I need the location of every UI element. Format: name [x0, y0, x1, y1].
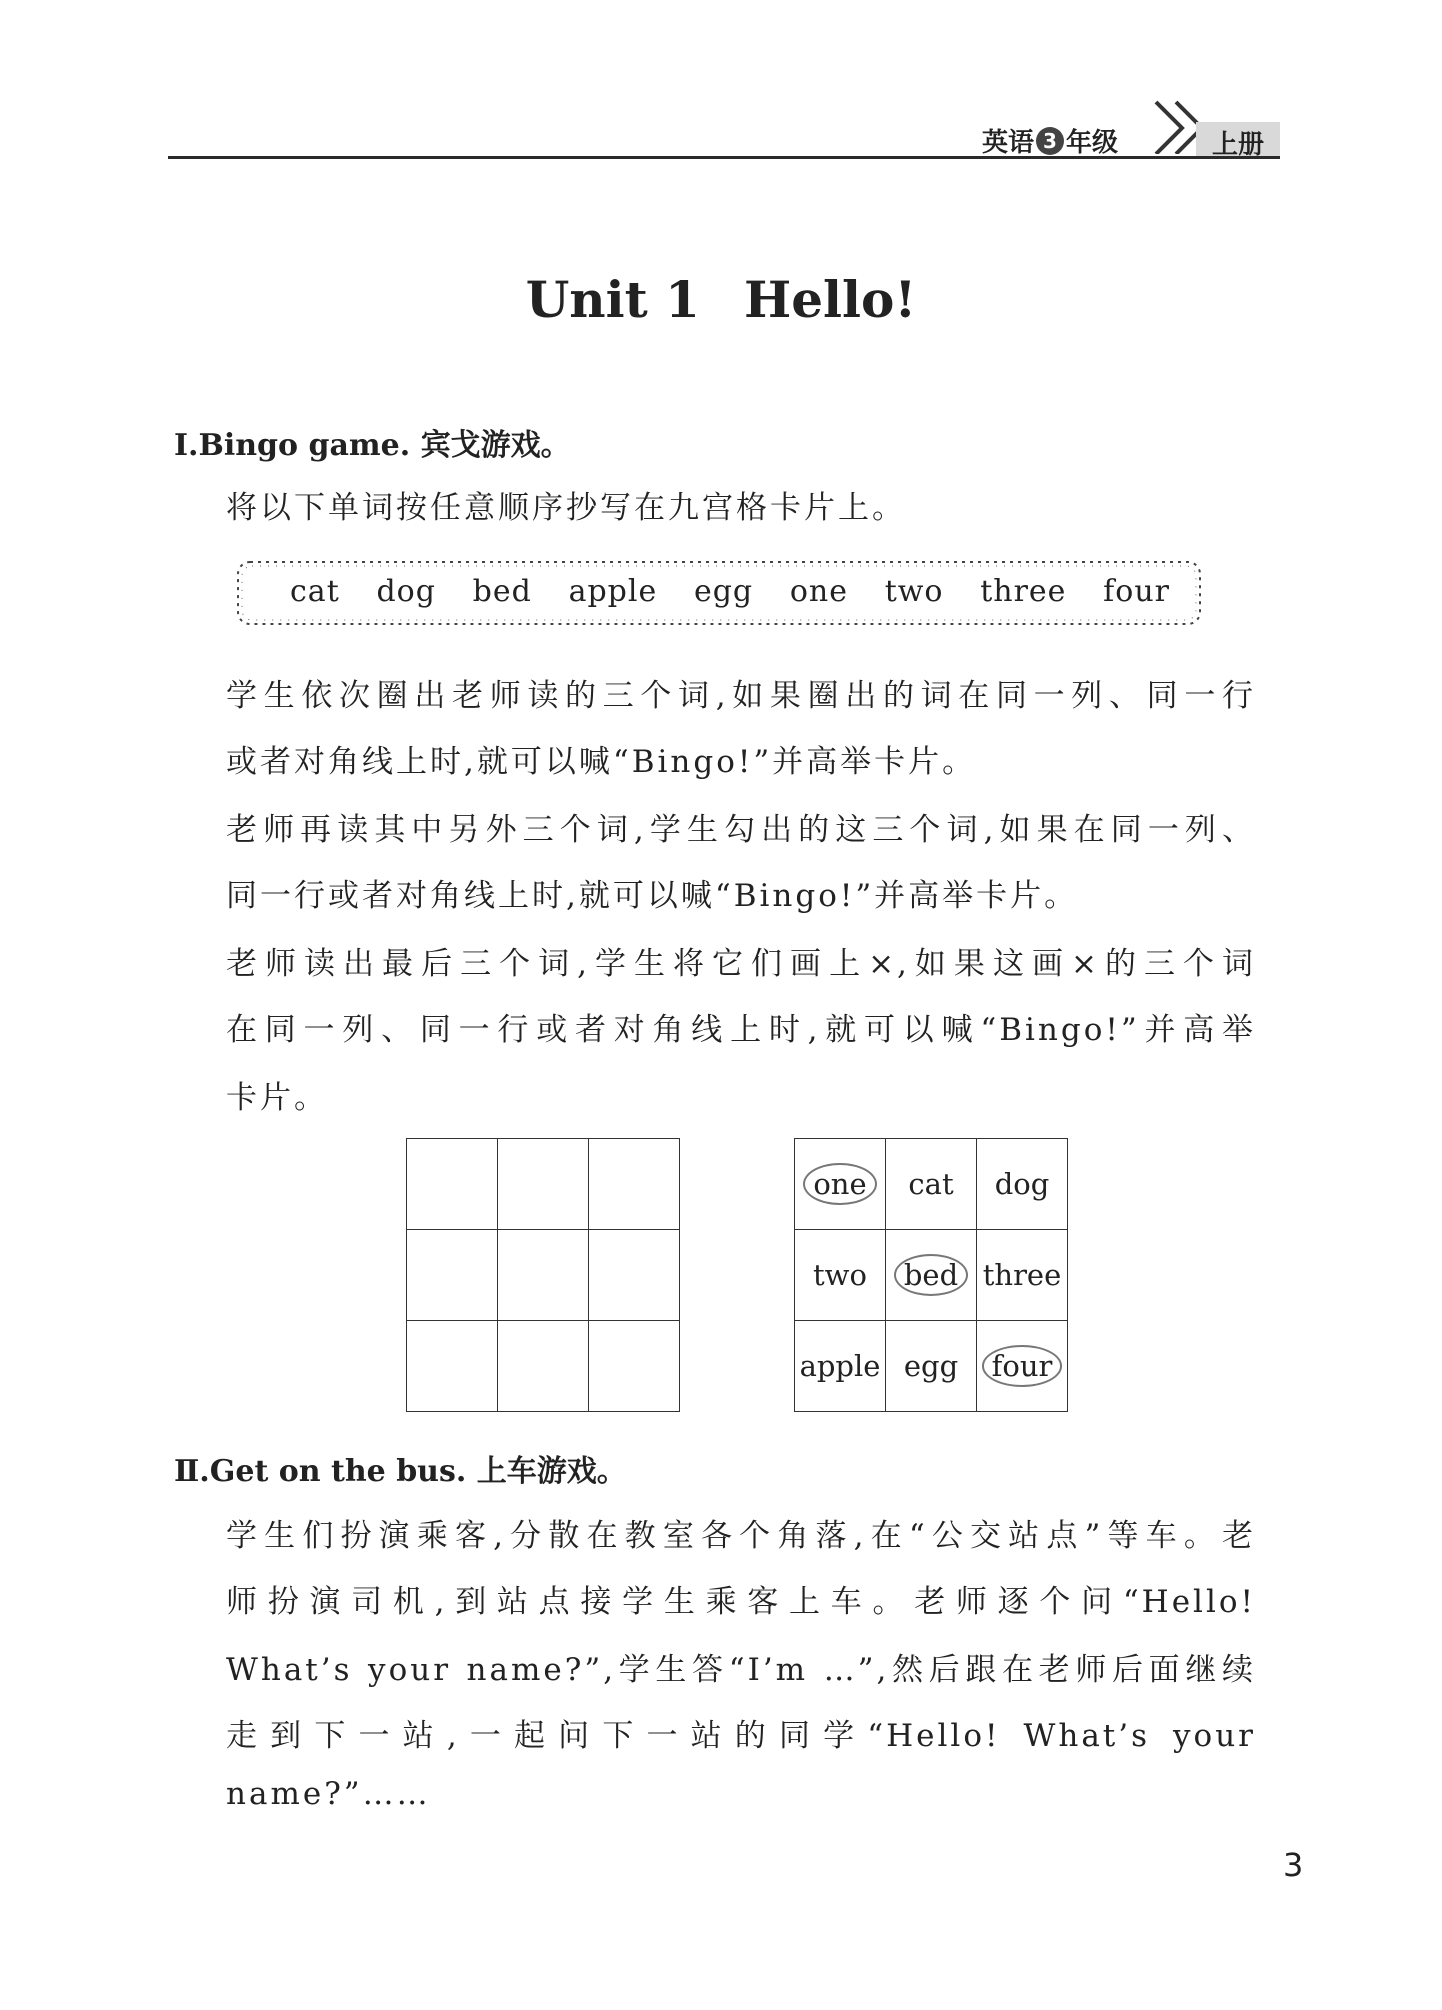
word-bank-item: one: [789, 574, 848, 609]
grade-number-badge: 3: [1036, 127, 1064, 155]
grid-cell: [498, 1139, 589, 1230]
section1-title: Bingo game. 宾戈游戏。: [198, 428, 571, 463]
unit-label: Unit 1: [525, 270, 700, 329]
circled-word: bed: [894, 1254, 968, 1296]
rule-paragraph-line: 老师再读其中另外三个词,学生勾出的这三个词,如果在同一列、: [226, 812, 1256, 848]
grid-cell: [498, 1321, 589, 1412]
grid-cell: [407, 1139, 498, 1230]
circled-word: one: [803, 1163, 876, 1205]
grid-cell: cat: [886, 1139, 977, 1230]
game-paragraph-line: 走到下一站,一起问下一站的同学“Hello! What’s your: [226, 1718, 1256, 1754]
example-bingo-grid: [794, 1138, 1068, 1412]
unit-name: Hello!: [743, 270, 917, 329]
game-paragraph-line: name?”……: [226, 1776, 431, 1812]
word-bank-item: cat: [290, 574, 340, 609]
rule-paragraph-line: 或者对角线上时,就可以喊“Bingo!”并高举卡片。: [226, 744, 977, 780]
grid-cell: apple: [795, 1321, 886, 1412]
grid-cell: [407, 1321, 498, 1412]
rule-paragraph-line: 同一行或者对角线上时,就可以喊“Bingo!”并高举卡片。: [226, 878, 1079, 914]
grid-cell: [407, 1230, 498, 1321]
page-number: 3: [1283, 1846, 1304, 1884]
circled-word: four: [982, 1345, 1063, 1387]
game-paragraph-line: 师扮演司机,到站点接学生乘客上车。老师逐个问“Hello!: [226, 1584, 1256, 1620]
page-title: [0, 270, 1442, 329]
word-bank-item: egg: [693, 574, 754, 609]
grid-cell: [977, 1321, 1068, 1412]
grid-cell: [589, 1321, 680, 1412]
word-bank-item: four: [1103, 574, 1170, 609]
word-bank-item: three: [980, 574, 1067, 609]
section1-instruction: 将以下单词按任意顺序抄写在九宫格卡片上。: [226, 490, 906, 526]
grid-cell: three: [977, 1230, 1068, 1321]
rule-paragraph-line: 老师读出最后三个词,学生将它们画上×,如果这画×的三个词: [226, 946, 1256, 982]
section2-title: Get on the bus. 上车游戏。: [209, 1454, 627, 1489]
rule-paragraph-line: 卡片。: [226, 1080, 328, 1116]
word-bank-item: apple: [568, 574, 658, 609]
section1-heading: [174, 420, 571, 464]
game-paragraph-line: What’s your name?”,学生答“I’m …”,然后跟在老师后面继续: [226, 1652, 1256, 1688]
grade-suffix-label: 年级: [1066, 128, 1119, 158]
section2-heading: [174, 1446, 627, 1490]
word-bank-item: bed: [472, 574, 532, 609]
subject-label: 英语: [982, 128, 1035, 158]
game-paragraph-line: 学生们扮演乘客,分散在教室各个角落,在“公交站点”等车。老: [226, 1518, 1256, 1554]
grid-cell: egg: [886, 1321, 977, 1412]
grid-cell: [498, 1230, 589, 1321]
word-bank-item: two: [884, 574, 944, 609]
header-grade-label: [982, 122, 1118, 159]
rule-paragraph-line: 学生依次圈出老师读的三个词,如果圈出的词在同一列、同一行: [226, 678, 1256, 714]
section2-numeral: Ⅱ.: [174, 1454, 210, 1489]
volume-label: 上册: [1212, 130, 1265, 160]
word-bank-item: dog: [376, 574, 436, 609]
grid-cell: [795, 1139, 886, 1230]
grid-cell: two: [795, 1230, 886, 1321]
word-bank: [290, 574, 1170, 609]
empty-bingo-grid: [406, 1138, 680, 1412]
grid-cell: [589, 1139, 680, 1230]
grid-cell: [589, 1230, 680, 1321]
section1-numeral: Ⅰ.: [174, 428, 199, 463]
grid-cell: [886, 1230, 977, 1321]
rule-paragraph-line: 在同一列、同一行或者对角线上时,就可以喊“Bingo!”并高举: [226, 1012, 1256, 1048]
grid-cell: dog: [977, 1139, 1068, 1230]
